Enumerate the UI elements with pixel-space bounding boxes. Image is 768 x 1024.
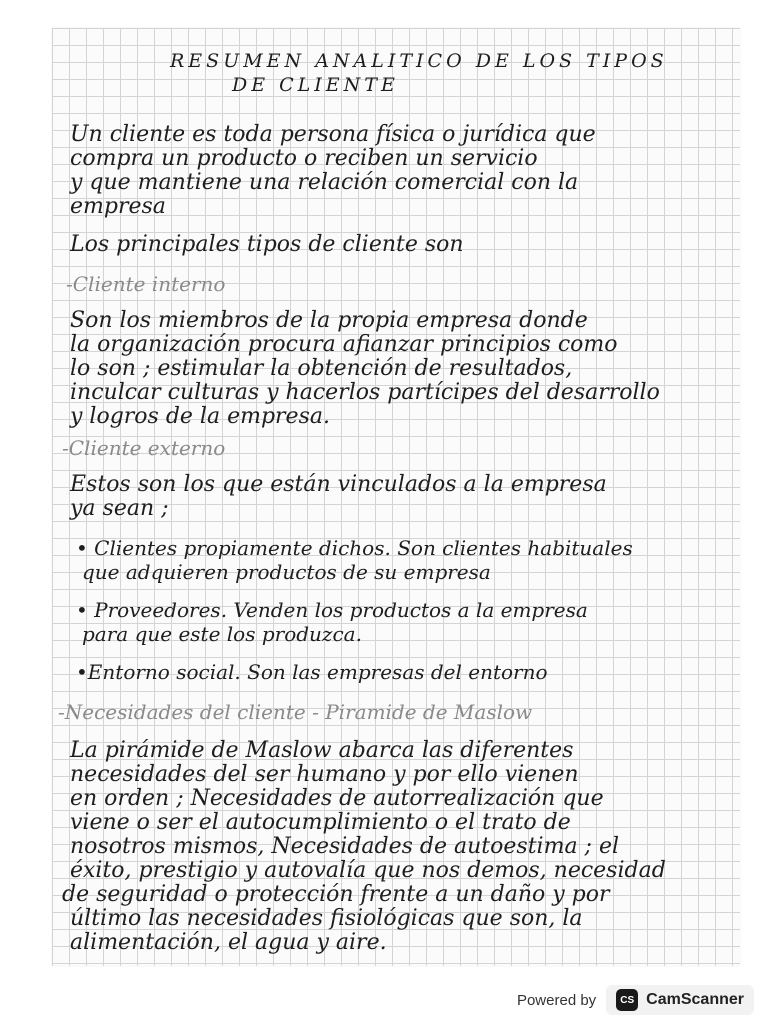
list-item: • Clientes propiamente dichos. Son clientes habituales [76,536,633,560]
scanner-watermark [517,984,754,1016]
maslow-line: La pirámide de Maslow abarca las diferentes [70,738,574,763]
document-title-line2: DE CLIENTE [232,74,399,96]
maslow-line: de seguridad o protección frente a un daño y por [62,882,610,907]
list-item: •Entorno social. Son las empresas del entorno [76,660,548,684]
document-title-line1: RESUMEN ANALITICO DE LOS TIPOS [170,50,668,72]
external-line: Estos son los que están vinculados a la empresa [70,472,607,497]
principal-types-line: Los principales tipos de cliente son [70,232,464,257]
maslow-line: nosotros mismos, Necesidades de autoestima ; el [70,834,620,859]
list-item-continuation: para que este los produzca. [82,622,362,646]
list-item-continuation: que adquieren productos de su empresa [82,560,491,584]
list-item: • Proveedores. Venden los productos a la empresa [76,598,588,622]
needs-heading: -Necesidades del cliente - Piramide de Maslow [58,700,533,724]
maslow-line: necesidades del ser humano y por ello vienen [70,762,579,787]
maslow-line: alimentación, el agua y aire. [70,930,387,955]
internal-line: y logros de la empresa. [70,404,330,429]
camscanner-logo-icon: CS [616,989,638,1011]
internal-line: Son los miembros de la propia empresa donde [70,308,588,333]
internal-client-heading: -Cliente interno [66,272,226,296]
internal-line: lo son ; estimular la obtención de resultados, [70,356,573,381]
powered-by-label: Powered by [516,991,597,1009]
external-line: ya sean ; [70,496,169,521]
intro-line: y que mantiene una relación comercial con la [70,170,579,195]
external-client-heading: -Cliente externo [62,436,226,460]
internal-line: la organización procura afianzar principios como [70,332,618,357]
maslow-line: viene o ser el autocumplimiento o el trato de [70,810,571,835]
intro-line: empresa [70,194,166,219]
maslow-line: último las necesidades fisiológicas que son, la [70,906,583,931]
maslow-line: éxito, prestigio y autovalía que nos demos, necesidad [70,858,666,883]
maslow-line: en orden ; Necesidades de autorrealización que [70,786,604,811]
internal-line: inculcar culturas y hacerlos partícipes del desarrollo [70,380,660,405]
intro-line: Un cliente es toda persona física o jurídica que [70,122,596,147]
camscanner-brand: CamScanner [646,991,744,1008]
camscanner-badge [606,985,754,1015]
intro-line: compra un producto o reciben un servicio [70,146,538,171]
notebook-page [52,28,740,966]
